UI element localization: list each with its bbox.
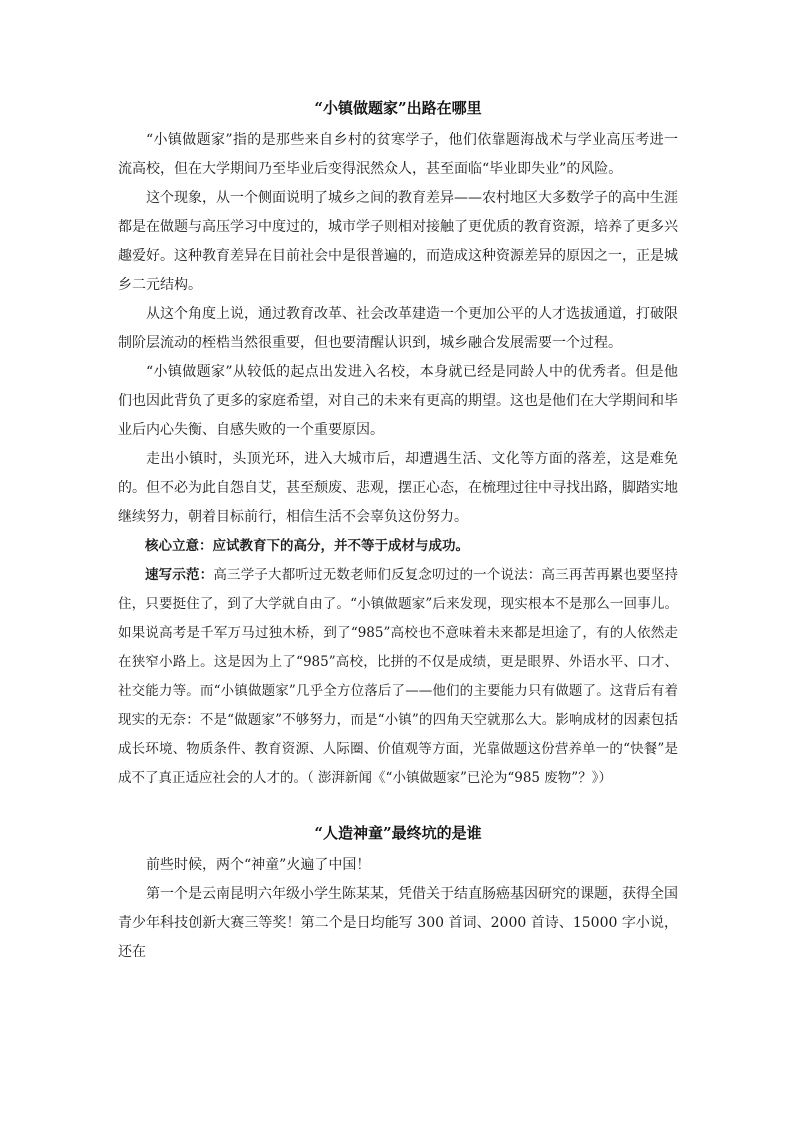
sample-writing-text: 高三学子大都听过无数老师们反复念叨过的一个说法：高三再苦再累也要坚持住，只要挺住了，到了大学就自由了。“小镇做题家”后来发现，现实根本不是那么一回事儿。如果说高考是千军万马过独木桥，到了“985”高校也不意味着未来都是坦途了，有的人依然走在狭窄小路上。这是因为上了“985”高校，比拼的不仅是成绩，更是眼界、外语水平、口才、社交能力等。而“小镇做题家”几乎全方位落后了——他们的主要能力只有做题了。这背后有着现实的无奈：不是“做题家”不够努力，而是“小镇”的四角天空就那么大。影响成材的因素包括成长环境、物质条件、教育资源、人际圈、价值观等方面，光靠做题这份营养单一的“快餐”是成不了真正适应社会的人才的。（ 澎湃新闻《“小镇做题家”已沦为“985 废物”？》） <box>118 567 679 786</box>
article-1-paragraph-4: “小镇做题家”从较低的起点出发进入名校，本身就已经是同龄人中的优秀者。但是他们也因此背负了更多的家庭希望，对自己的未来有更高的期望。这也是他们在大学期间和毕业后内心失衡、自感失败的一个重要原因。 <box>118 364 678 438</box>
article-1-paragraph-3: 从这个角度上说，通过教育改革、社会改革建造一个更加公平的人才选拔通道，打破限制阶层流动的桎梏当然很重要，但也要清醒认识到，城乡融合发展需要一个过程。 <box>118 306 678 351</box>
article-1-paragraph-5: 走出小镇时，头顶光环，进入大城市后，却遭遇生活、文化等方面的落差，这是难免的。但不必为此自怨自艾，甚至颓废、悲观，摆正心态，在梳理过往中寻找出路，脚踏实地继续努力，朝着目标前行，相信生活不会辜负这份努力。 <box>118 451 678 525</box>
article-1-title: “小镇做题家”出路在哪里 <box>314 99 482 117</box>
sample-writing-label: 速写示范： <box>145 567 214 583</box>
article-1-paragraph-2: 这个现象，从一个侧面说明了城乡之间的教育差异——农村地区大多数学子的高中生涯都是在做题与高压学习中度过的，城市学子则相对接触了更优质的教育资源，培养了更多兴趣爱好。这种教育差异在目前社会中是很普遍的，而造成这种资源差异的原因之一，正是城乡二元结构。 <box>118 190 678 293</box>
core-idea-paragraph <box>118 532 678 561</box>
article-2-paragraph-2: 第一个是云南昆明六年级小学生陈某某，凭借关于结直肠癌基因研究的课题，获得全国青少年科技创新大赛三等奖！第二个是日均能写 300 首词、2000 首诗、15000 字小说，还在 <box>118 886 678 960</box>
article-2-paragraph-1: 前些时候，两个“神童”火遍了中国！ <box>146 857 371 873</box>
article-1-paragraph-1: “小镇做题家”指的是那些来自乡村的贫寒学子，他们依靠题海战术与学业高压考进一流高校，但在大学期间乃至毕业后变得泯然众人，甚至面临“毕业即失业”的风险。 <box>118 132 678 177</box>
document-page <box>118 96 678 967</box>
article-2-title: “人造神童”最终坑的是谁 <box>314 824 482 842</box>
section-spacer <box>118 793 678 821</box>
core-idea-text: 应试教育下的高分，并不等于成材与成功。 <box>212 538 469 554</box>
sample-writing-paragraph <box>118 561 678 793</box>
core-idea-label: 核心立意： <box>145 538 213 554</box>
